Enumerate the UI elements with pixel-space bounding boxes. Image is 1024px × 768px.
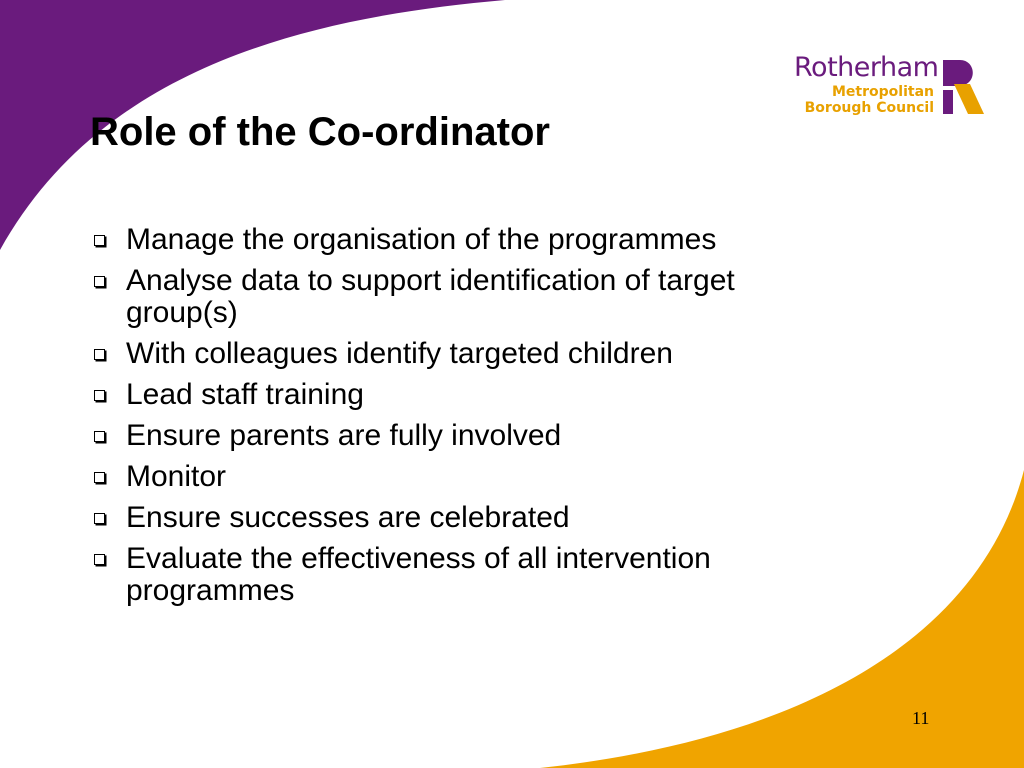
logo-text-rotherham: Rotherham bbox=[794, 52, 939, 83]
rotherham-r-mark-icon bbox=[940, 56, 986, 116]
bullet-text: Analyse data to support identification of target group(s) bbox=[126, 264, 735, 329]
square-bullet-icon bbox=[94, 349, 105, 360]
bullet-text: Ensure successes are celebrated bbox=[126, 501, 570, 534]
logo-text-metropolitan: Metropolitan bbox=[832, 84, 934, 100]
bullet-text: Lead staff training bbox=[126, 378, 364, 411]
bullet-list bbox=[90, 224, 850, 616]
bullet-text: Manage the organisation of the programmes bbox=[126, 223, 717, 256]
bullet-item bbox=[90, 265, 850, 329]
bullet-item bbox=[90, 461, 850, 493]
bullet-item bbox=[90, 338, 850, 370]
bullet-text: With colleagues identify targeted children bbox=[126, 337, 673, 370]
logo-text-borough-council: Borough Council bbox=[804, 100, 934, 116]
square-bullet-icon bbox=[94, 513, 105, 524]
square-bullet-icon bbox=[94, 390, 105, 401]
bullet-text: Evaluate the effectiveness of all intervention programmes bbox=[126, 542, 711, 607]
bullet-text: Monitor bbox=[126, 460, 227, 493]
bullet-item bbox=[90, 379, 850, 411]
slide-title: Role of the Co-ordinator bbox=[90, 110, 550, 154]
square-bullet-icon bbox=[94, 554, 105, 565]
bullet-item bbox=[90, 224, 850, 256]
square-bullet-icon bbox=[94, 276, 105, 287]
square-bullet-icon bbox=[94, 235, 105, 246]
bullet-text: Ensure parents are fully involved bbox=[126, 419, 562, 452]
square-bullet-icon bbox=[94, 472, 105, 483]
bullet-item bbox=[90, 502, 850, 534]
page-number: 11 bbox=[912, 708, 930, 728]
bullet-item bbox=[90, 543, 850, 607]
square-bullet-icon bbox=[94, 431, 105, 442]
council-logo bbox=[790, 52, 990, 118]
bullet-item bbox=[90, 420, 850, 452]
